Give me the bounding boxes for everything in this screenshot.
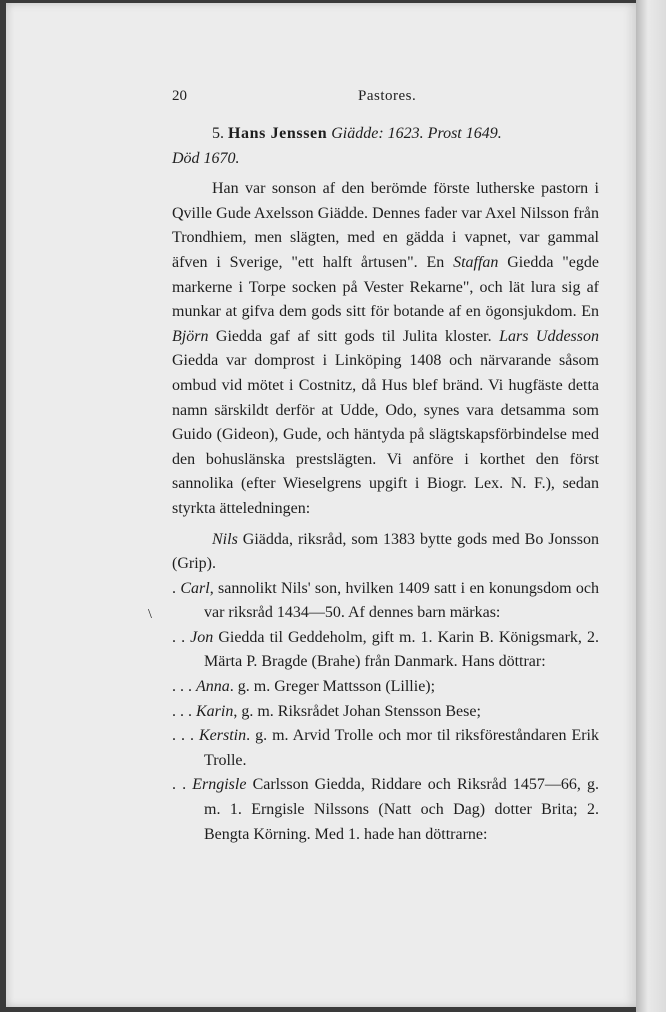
entry-number: 5. (212, 125, 224, 142)
genealogy-entry: . Carl, sannolikt Nils' son, hvilken 1409 satt i en konungsdom och var riksråd 1434—50. Af dennes barn märkas: (172, 579, 600, 622)
book-spine (636, 0, 666, 1012)
genealogy-entry: . . . Anna. g. m. Greger Mattsson (Lillie); (172, 678, 436, 696)
genealogy-entry: . . . Kerstin. g. m. Arvid Trolle och mor til riksföreståndaren Erik Trolle. (172, 727, 600, 769)
running-title: Pastores. (358, 88, 417, 104)
genealogy-entry: Nils Giädda, riksråd, som 1383 bytte gods med Bo Jonsson (Grip). (172, 530, 599, 573)
margin-mark: \ (148, 607, 152, 622)
genealogy-entry: . . Jon Giedda til Geddeholm, gift m. 1. Karin B. Königsmark, 2. Märta P. Bragde (Brahe) från Danmark. Hans döttrar: (172, 628, 599, 671)
genealogy-entry: . . . Karin, g. m. Riksrådet Johan Stensson Bese; (172, 702, 481, 720)
page-header (168, 88, 608, 112)
genealogy-entry: . . Erngisle Carlsson Giedda, Riddare och Riksråd 1457—66, g. m. 1. Erngisle Nilssons (Natt och Dag) dotter Brita; 2. Bengta Körning. Med 1. hade han döttrarne: (172, 776, 599, 843)
entry-heading (172, 122, 599, 171)
page-number: 20 (172, 88, 187, 104)
entry-dates: Giädde: 1623. Prost 1649. (331, 125, 502, 142)
entry-name: Hans Jenssen (228, 125, 328, 142)
biography-paragraph: Han var sonson af den berömde förste lutherske pastorn i Qville Gude Axelsson Giädde. Dennes fader var Axel Nilsson från Trondhiem, men slägten, med en gädda i vapnet, var gammal äfven i Sverige, "ett halft årtusen". En Staffan Giedda "egde markerne i Torpe socken på Vester Rekarne", och lät lura sig af munkar at gifva dem gods sitt för botande af en ögonsjukdom. En Björn Giedda gaf af sitt gods til Julita kloster. Lars Uddesson Giedda var domprost i Linköping 1408 och närvarande såsom ombud vid mötet i Costnitz, då Hus blef bränd. Vi hugfäste detta namn särskildt derför at Udde, Odo, synes vara detsamma som Guido (Gideon), Gude, och häntyda på slägtskapsförbindelse med den bohuslänska prestslägten. Vi anföre i korthet den först sannolika (efter Wieselgrens upgift i Biogr. Lex. N. F.), sedan styrkta ätteledningen: (172, 180, 600, 517)
body-text (172, 122, 599, 847)
entry-death: Död 1670. (172, 149, 240, 167)
